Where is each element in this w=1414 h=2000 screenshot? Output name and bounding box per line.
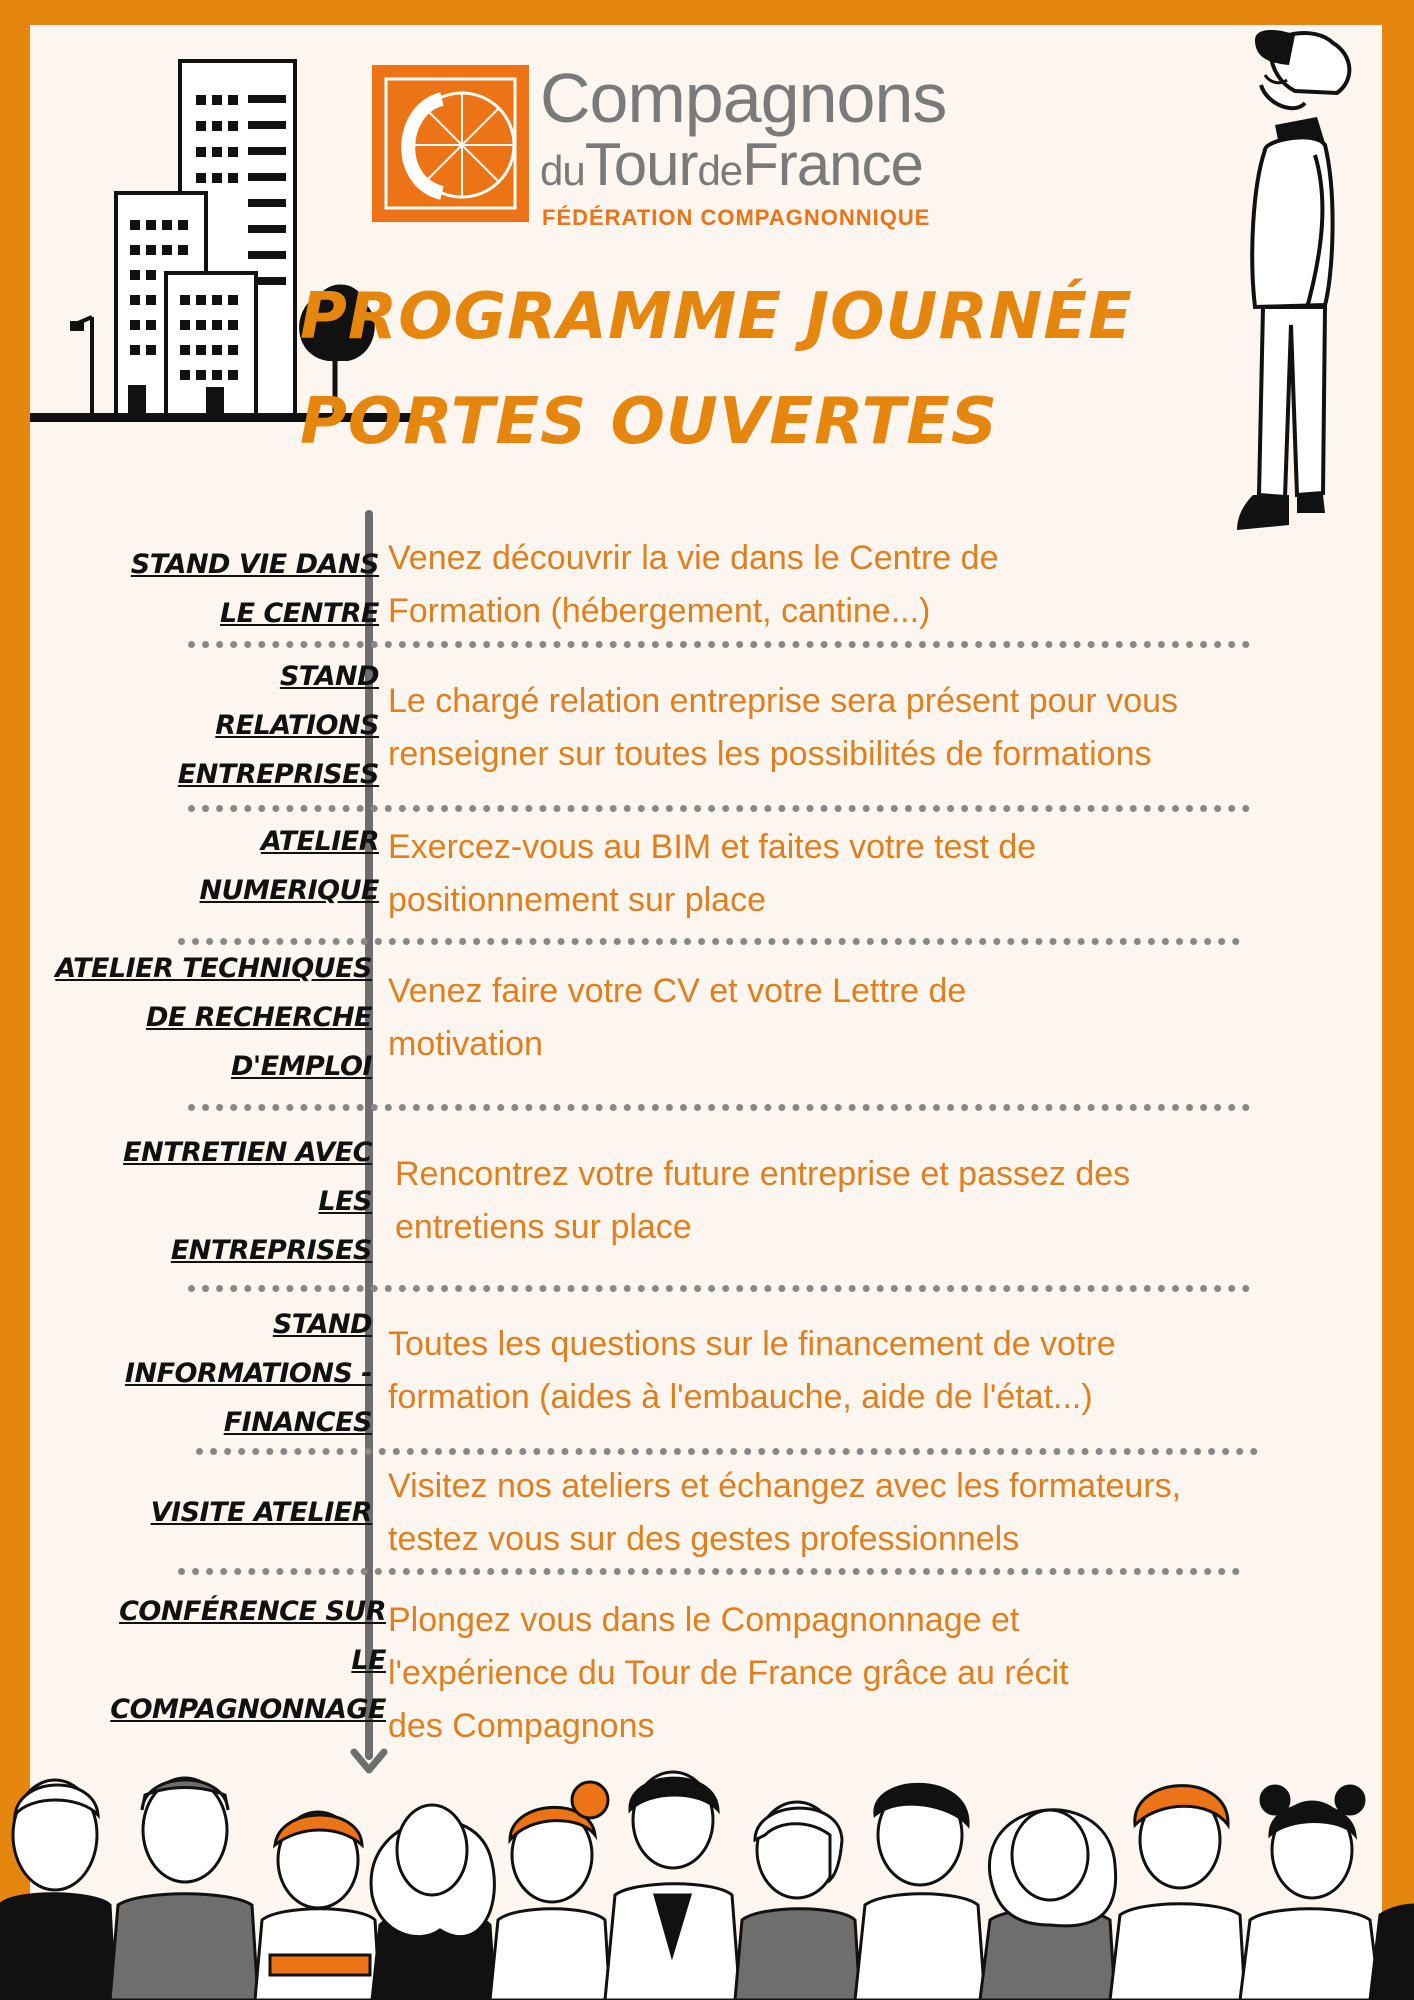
logo-mark <box>372 65 529 222</box>
item-label-visite-atelier: VISITE ATELIER <box>150 1497 372 1528</box>
item-label-relations-entreprises: STAND RELATIONS ENTREPRISES <box>177 661 379 790</box>
item-desc-recherche-emploi: Venez faire votre CV et votre Lettre de motivation <box>388 972 967 1063</box>
item-desc-relations-entreprises: Le chargé relation entreprise sera présent pour vous renseigner sur toutes les possibilités de formations <box>388 682 1179 773</box>
separator <box>188 1285 1250 1292</box>
street-lamp-icon <box>70 317 92 416</box>
page-title-line-1: PROGRAMME JOURNÉE <box>300 280 1133 354</box>
logo-line-1: Compagnons <box>540 59 947 137</box>
item-label-atelier-numerique: ATELIER NUMERIQUE <box>199 826 379 906</box>
separator <box>188 641 1250 648</box>
item-label-entretien-entreprises: ENTRETIEN AVEC LES ENTREPRISES <box>123 1137 372 1266</box>
logo-line-2: duTourdeFrance <box>540 131 923 198</box>
item-label-conference-compagnonnage: CONFÉRENCE SUR LE COMPAGNONNAGE <box>110 1596 386 1725</box>
item-desc-entretien-entreprises: Rencontrez votre future entreprise et passez des entretiens sur place <box>395 1155 1131 1246</box>
standing-person-illustration <box>1225 25 1375 535</box>
item-label-informations-finances: STAND INFORMATIONS - FINANCES <box>124 1309 372 1438</box>
item-label-recherche-emploi: ATELIER TECHNIQUES DE RECHERCHE D'EMPLOI <box>55 953 372 1082</box>
item-desc-atelier-numerique: Exercez-vous au BIM et faites votre test de positionnement sur place <box>388 828 1037 919</box>
page-title-line-2: PORTES OUVERTES <box>300 385 998 459</box>
item-desc-informations-finances: Toutes les questions sur le financement de votre formation (aides à l'embauche, aide de l'état...) <box>388 1325 1116 1416</box>
separator <box>178 1568 1240 1575</box>
city-buildings-illustration <box>30 55 425 425</box>
item-desc-vie-centre: Venez découvrir la vie dans le Centre de Formation (hébergement, cantine...) <box>388 539 999 630</box>
item-label-vie-centre: STAND VIE DANS LE CENTRE <box>130 549 379 629</box>
item-desc-conference-compagnonnage: Plongez vous dans le Compagnonnage et l'expérience du Tour de France grâce au récit des Compagnons <box>388 1601 1069 1745</box>
separator <box>188 1104 1250 1111</box>
separator <box>188 805 1250 812</box>
item-desc-visite-atelier: Visitez nos ateliers et échangez avec les formateurs, testez vous sur des gestes professionnels <box>388 1467 1182 1558</box>
crowd-illustration <box>0 1755 1414 2000</box>
separator <box>196 1448 1258 1455</box>
logo-line-3: FÉDÉRATION COMPAGNONNIQUE <box>542 205 931 230</box>
